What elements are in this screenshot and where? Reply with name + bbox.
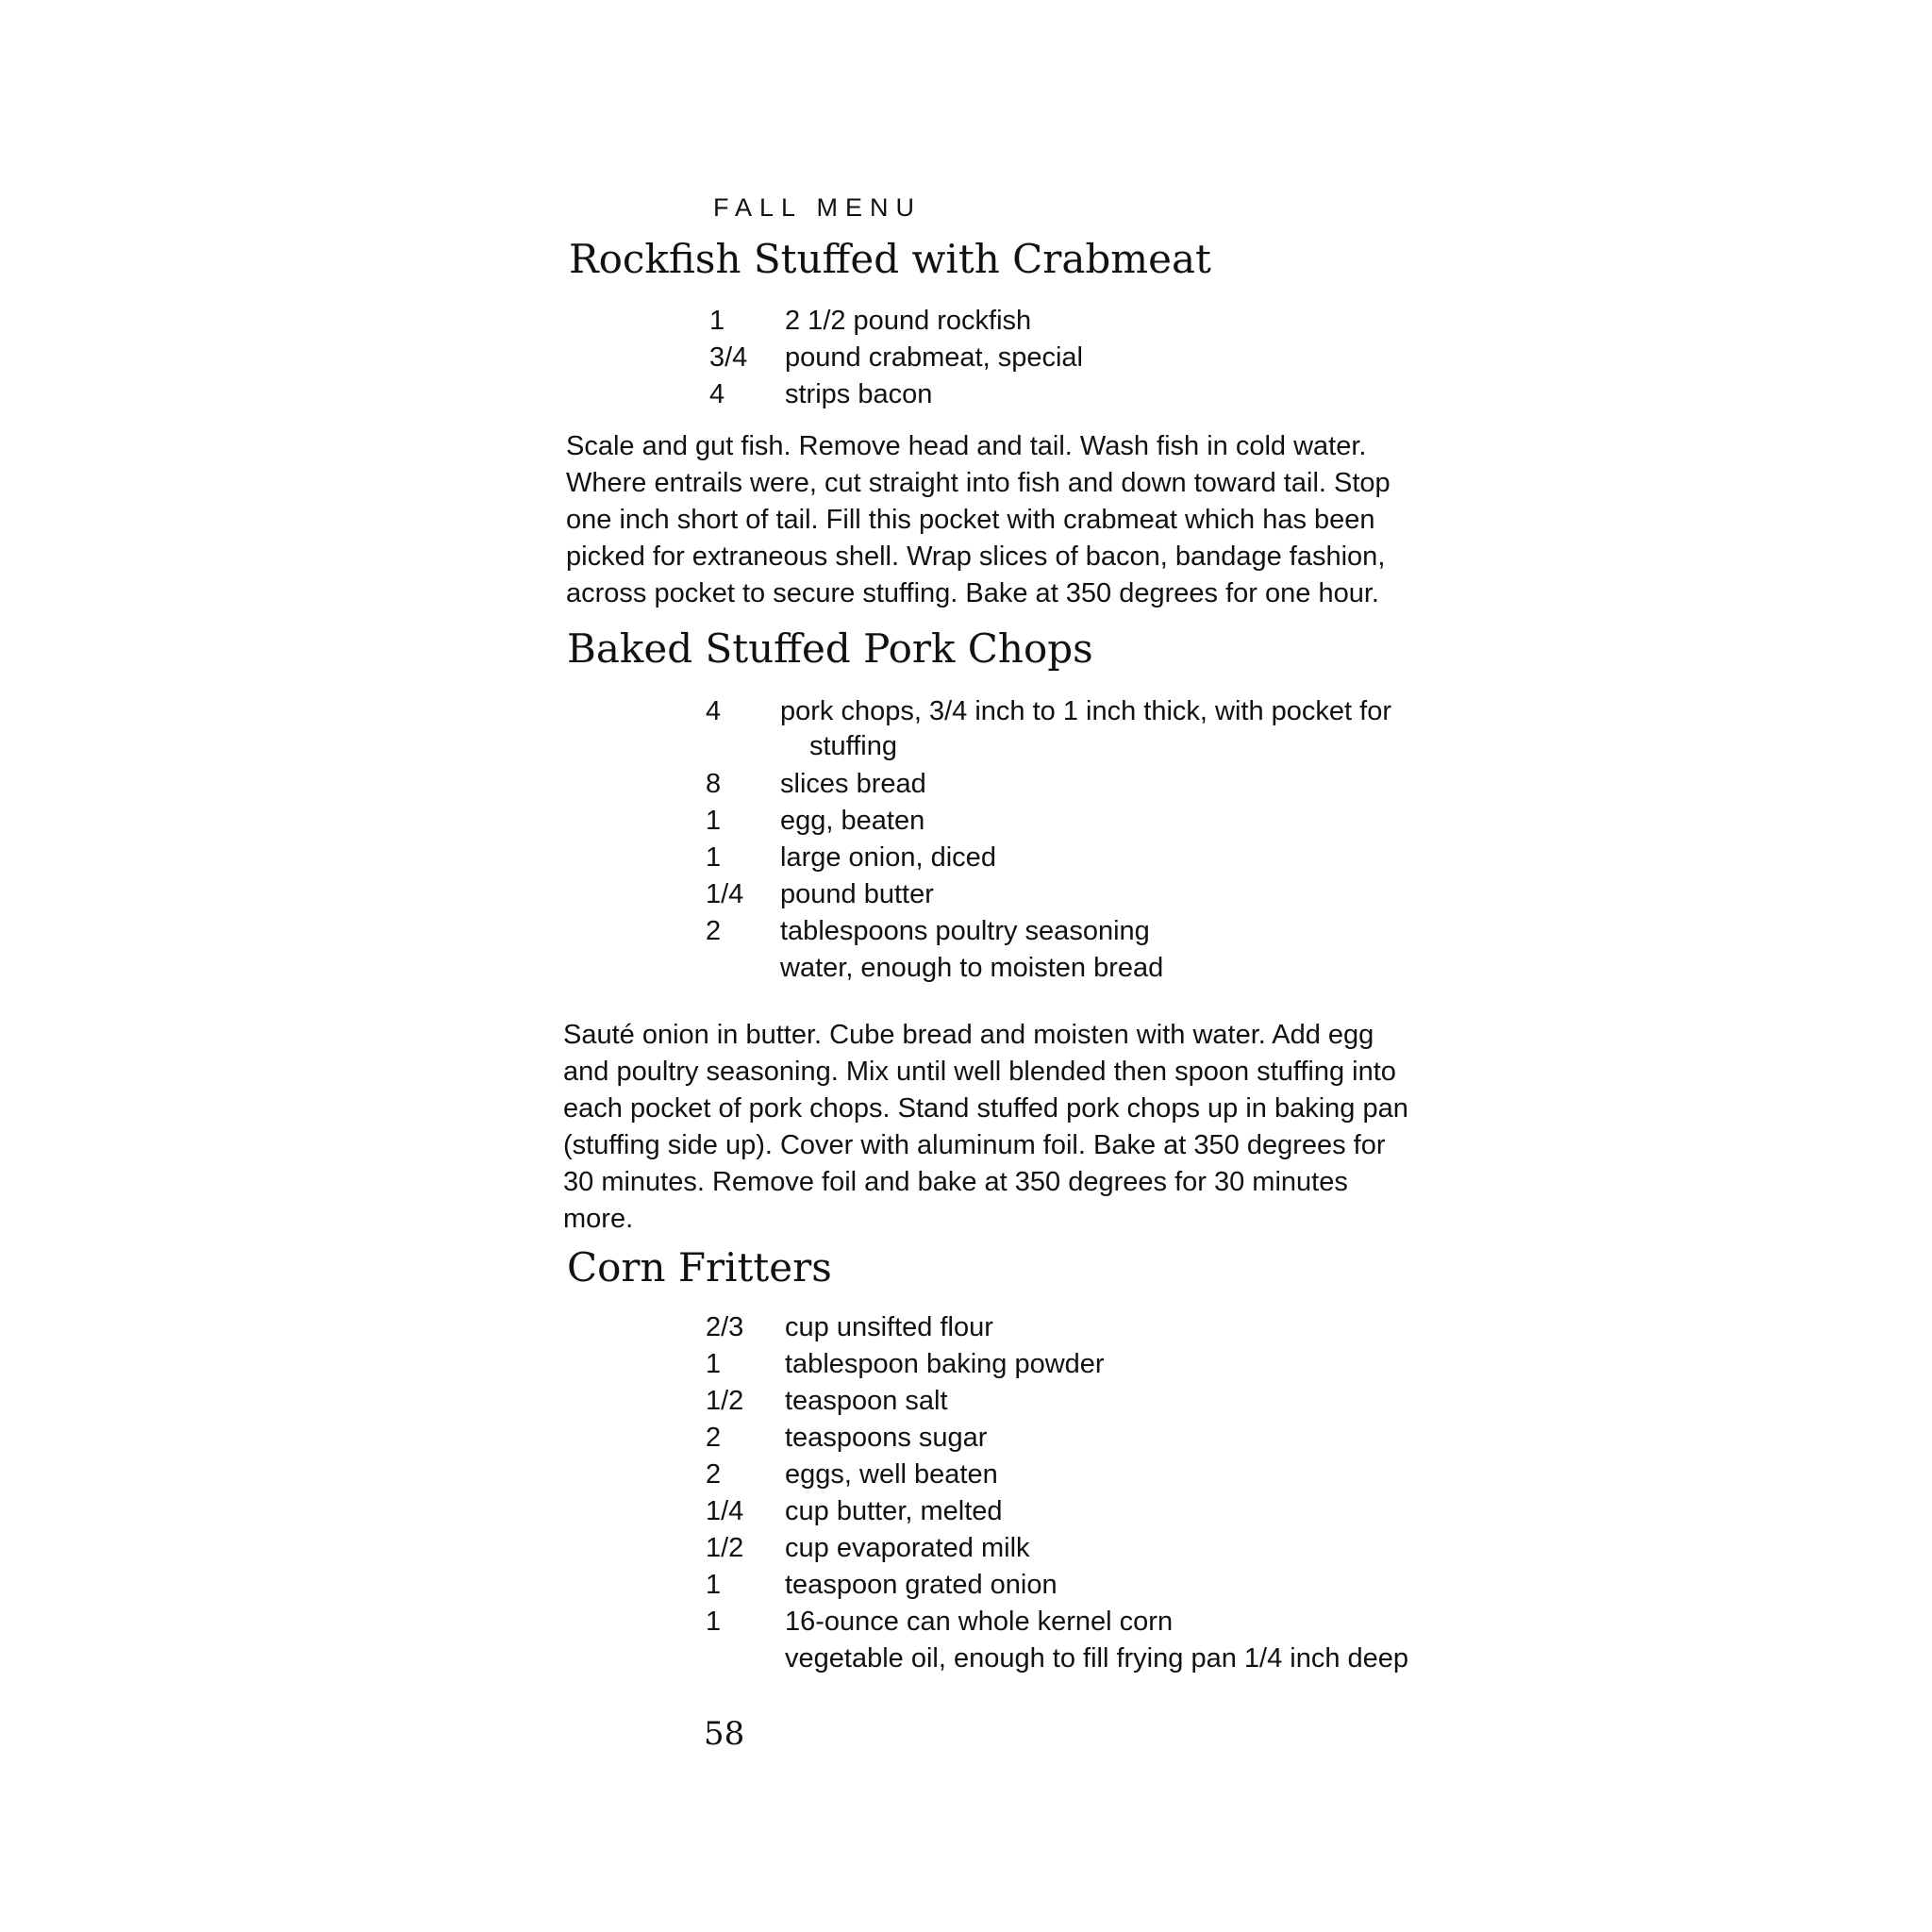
ingredient-item: cup unsifted flour [785, 1312, 993, 1342]
ingredient-qty: 1/4 [706, 879, 744, 909]
ingredient-qty: 1 [706, 842, 722, 873]
recipe-title-corn-fritters: Corn Fritters [567, 1244, 832, 1291]
ingredient-item: stuffing [809, 731, 897, 761]
ingredient-qty: 1 [706, 806, 722, 836]
directions-rockfish [566, 428, 1391, 612]
ingredient-item: tablespoons poultry seasoning [780, 916, 1150, 946]
ingredient-qty: 4 [709, 379, 725, 409]
section-label: FALL MENU [713, 193, 923, 222]
direction-line: Sauté onion in butter. Cube bread and moisten with water. Add egg [563, 1020, 1374, 1050]
ingredient-item: tablespoon baking powder [785, 1349, 1105, 1379]
ingredient-qty: 1/4 [706, 1496, 744, 1526]
ingredient-qty: 1 [709, 306, 725, 336]
ingredient-item: pork chops, 3/4 inch to 1 inch thick, with pocket for [780, 696, 1391, 726]
direction-line: and poultry seasoning. Mix until well blended then spoon stuffing into [563, 1057, 1396, 1087]
ingredient-item: large onion, diced [780, 842, 996, 873]
direction-line: (stuffing side up). Cover with aluminum foil. Bake at 350 degrees for [563, 1130, 1386, 1160]
ingredient-qty: 1 [706, 1607, 722, 1637]
ingredient-item: egg, beaten [780, 806, 925, 836]
ingredient-qty: 2 [706, 1459, 722, 1490]
ingredient-qty: 1/2 [706, 1533, 744, 1563]
ingredient-item: water, enough to moisten bread [780, 953, 1164, 983]
direction-line: more. [563, 1204, 634, 1234]
ingredient-item: teaspoons sugar [785, 1423, 988, 1453]
recipe-title-rockfish: Rockfish Stuffed with Crabmeat [569, 236, 1211, 282]
ingredient-qty: 3/4 [709, 342, 748, 373]
ingredient-qty: 1/2 [706, 1386, 744, 1416]
ingredient-item: cup evaporated milk [785, 1533, 1030, 1563]
ingredient-item: teaspoon grated onion [785, 1570, 1058, 1600]
ingredient-item: vegetable oil, enough to fill frying pan 1/4 inch deep [785, 1643, 1409, 1674]
ingredient-qty: 2/3 [706, 1312, 744, 1342]
ingredient-item: 2 1/2 pound rockfish [785, 306, 1032, 336]
page-number: 58 [704, 1715, 745, 1753]
ingredient-qty: 8 [706, 769, 722, 799]
ingredient-qty: 2 [706, 1423, 722, 1453]
ingredient-item: slices bread [780, 769, 926, 799]
direction-line: each pocket of pork chops. Stand stuffed pork chops up in baking pan [563, 1093, 1408, 1124]
ingredient-qty: 2 [706, 916, 722, 946]
ingredient-item: strips bacon [785, 379, 933, 409]
ingredient-qty: 1 [706, 1349, 722, 1379]
ingredient-item: 16-ounce can whole kernel corn [785, 1607, 1174, 1637]
ingredient-item: eggs, well beaten [785, 1459, 998, 1490]
direction-line: picked for extraneous shell. Wrap slices of bacon, bandage fashion, [566, 541, 1386, 572]
direction-line: 30 minutes. Remove foil and bake at 350 degrees for 30 minutes [563, 1167, 1348, 1197]
direction-line: Scale and gut fish. Remove head and tail. Wash fish in cold water. [566, 431, 1367, 461]
ingredient-qty: 1 [706, 1570, 722, 1600]
direction-line: across pocket to secure stuffing. Bake at 350 degrees for one hour. [566, 578, 1379, 608]
recipe-title-pork-chops: Baked Stuffed Pork Chops [567, 625, 1093, 672]
ingredient-item: teaspoon salt [785, 1386, 948, 1416]
ingredient-item: pound crabmeat, special [785, 342, 1083, 373]
ingredient-item: cup butter, melted [785, 1496, 1003, 1526]
directions-pork-chops [563, 1017, 1408, 1238]
direction-line: one inch short of tail. Fill this pocket with crabmeat which has been [566, 505, 1375, 535]
ingredient-item: pound butter [780, 879, 934, 909]
direction-line: Where entrails were, cut straight into fish and down toward tail. Stop [566, 468, 1391, 498]
ingredient-qty: 4 [706, 696, 722, 726]
